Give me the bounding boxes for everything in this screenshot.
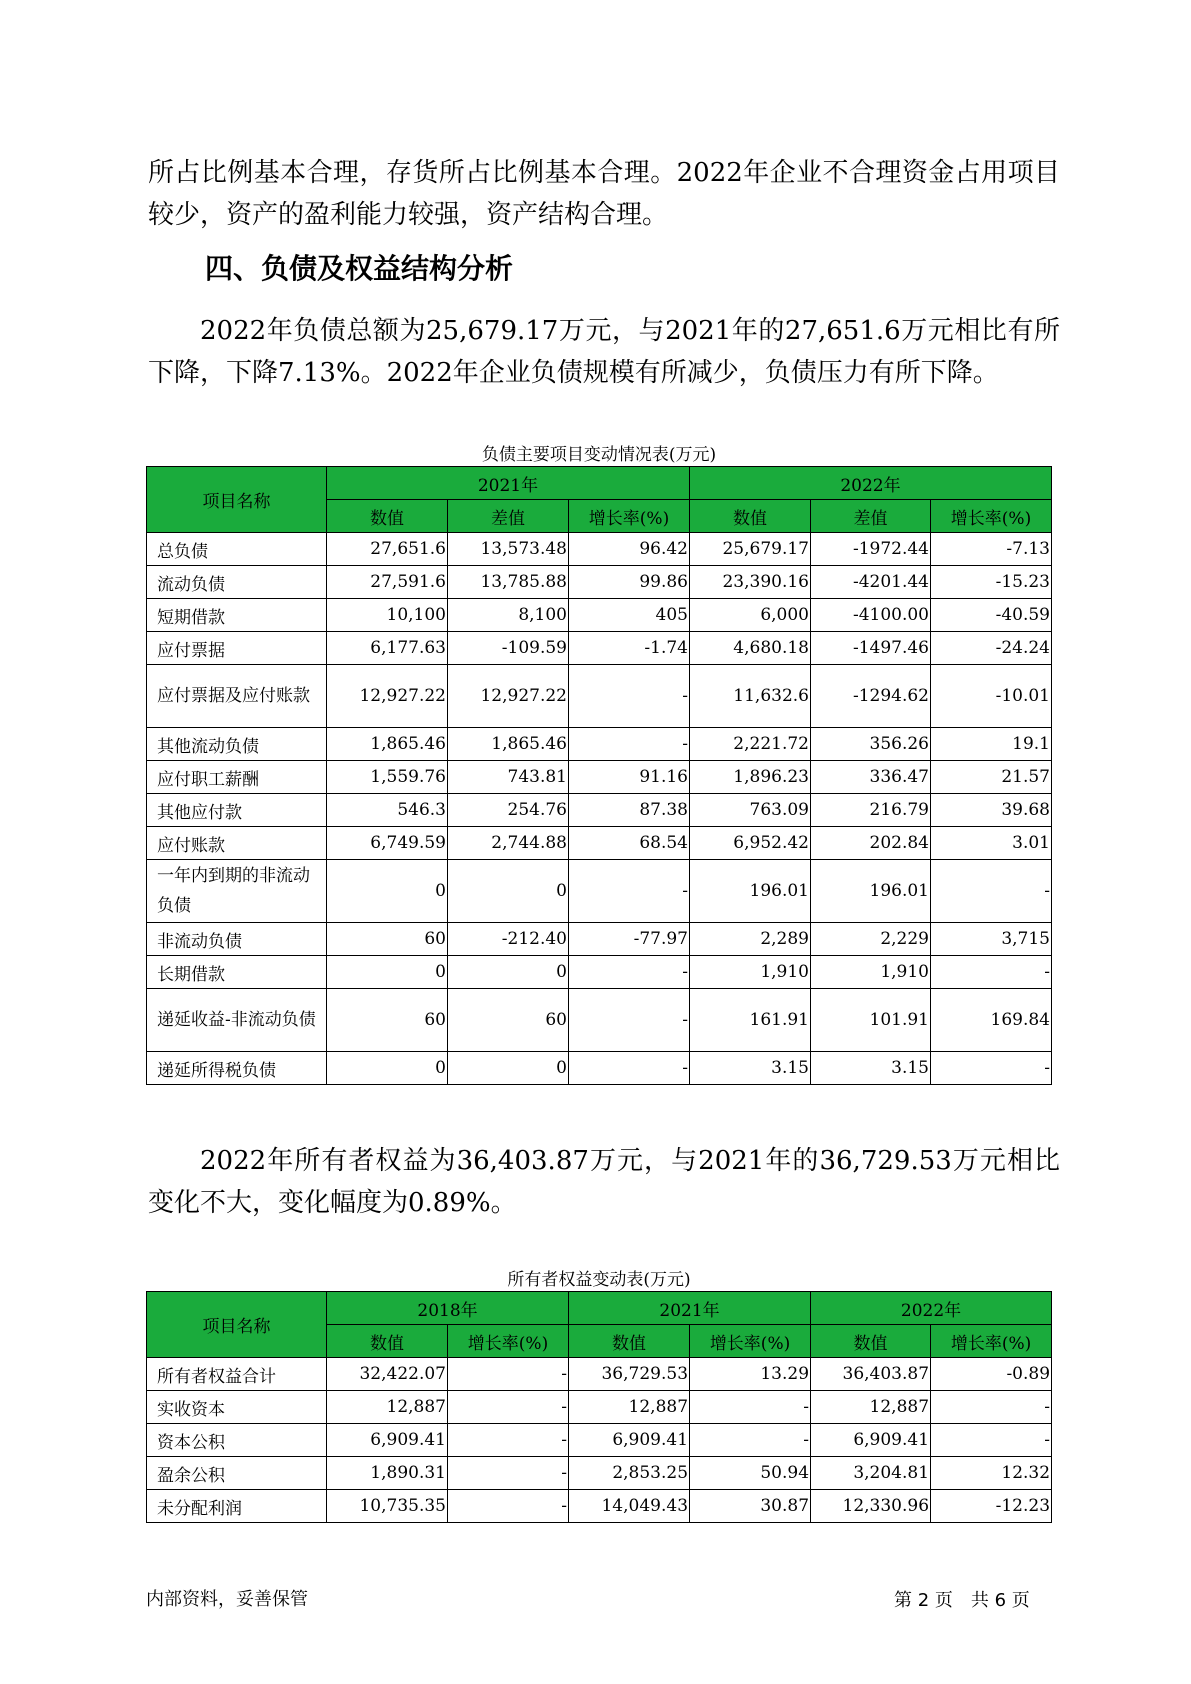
row-label: 资本公积: [147, 1424, 327, 1457]
table-row: [147, 860, 1052, 923]
table-row: [147, 1391, 1052, 1424]
table-row: [147, 1490, 1052, 1523]
table-cell: 2,744.88: [448, 827, 569, 860]
table-cell: 3.15: [690, 1052, 811, 1085]
column-header: 增长率(%): [569, 500, 690, 533]
column-header: 增长率(%): [931, 500, 1052, 533]
column-header: 差值: [811, 500, 931, 533]
table-cell: 32,422.07: [327, 1358, 448, 1391]
table-cell: 13.29: [690, 1358, 811, 1391]
table-cell: -1972.44: [811, 533, 931, 566]
table-cell: 0: [327, 1052, 448, 1085]
table-cell: -: [569, 989, 690, 1052]
table-cell: 6,000: [690, 599, 811, 632]
table-row: [147, 533, 1052, 566]
item-name-header: 项目名称: [147, 467, 327, 533]
row-label: 流动负债: [147, 566, 327, 599]
table-cell: 2,289: [690, 923, 811, 956]
table-cell: -: [931, 1052, 1052, 1085]
row-label: 一年内到期的非流动负债: [147, 860, 327, 923]
table-cell: 6,952.42: [690, 827, 811, 860]
table-cell: 2,221.72: [690, 728, 811, 761]
table-cell: 21.57: [931, 761, 1052, 794]
table-cell: 196.01: [811, 860, 931, 923]
row-label: 应付票据及应付账款: [147, 665, 327, 728]
table-cell: 12,927.22: [327, 665, 448, 728]
table-cell: 12.32: [931, 1457, 1052, 1490]
table-cell: 4,680.18: [690, 632, 811, 665]
liability-paragraph: 2022年负债总额为25,679.17万元，与2021年的27,651.6万元相比有所下降，下降7.13%。2022年企业负债规模有所减少，负债压力有所下降。: [148, 316, 1060, 388]
table-cell: 36,403.87: [811, 1358, 931, 1391]
table-cell: 0: [327, 956, 448, 989]
footer-confidential-note: 内部资料，妥善保管: [146, 1589, 308, 1610]
table-row: [147, 1424, 1052, 1457]
table-cell: 161.91: [690, 989, 811, 1052]
table-cell: 39.68: [931, 794, 1052, 827]
table-cell: 546.3: [327, 794, 448, 827]
table-cell: 25,679.17: [690, 533, 811, 566]
table-cell: 202.84: [811, 827, 931, 860]
table-cell: -212.40: [448, 923, 569, 956]
table-cell: 6,909.41: [811, 1424, 931, 1457]
table-cell: 8,100: [448, 599, 569, 632]
liability-table: [146, 466, 1052, 1085]
row-label: 递延收益-非流动负债: [147, 989, 327, 1052]
liability-table-body: [147, 533, 1052, 1085]
table-row: [147, 989, 1052, 1052]
table-cell: 6,177.63: [327, 632, 448, 665]
table-cell: -24.24: [931, 632, 1052, 665]
table-cell: -: [448, 1457, 569, 1490]
table-cell: 3.01: [931, 827, 1052, 860]
column-header: 数值: [327, 500, 448, 533]
table-cell: 96.42: [569, 533, 690, 566]
table-cell: 12,927.22: [448, 665, 569, 728]
row-label: 非流动负债: [147, 923, 327, 956]
row-label: 长期借款: [147, 956, 327, 989]
table-cell: 27,591.6: [327, 566, 448, 599]
row-label: 其他应付款: [147, 794, 327, 827]
table-row: [147, 956, 1052, 989]
column-header: 差值: [448, 500, 569, 533]
year-header: 2022年: [811, 1292, 1052, 1325]
intro-paragraph: 所占比例基本合理，存货所占比例基本合理。2022年企业不合理资金占用项目较少，资产的盈利能力较强，资产结构合理。: [148, 158, 1060, 230]
table-cell: 2,229: [811, 923, 931, 956]
row-label: 递延所得税负债: [147, 1052, 327, 1085]
table-row: [147, 566, 1052, 599]
table-cell: 0: [327, 860, 448, 923]
table-cell: 12,887: [569, 1391, 690, 1424]
table-cell: 743.81: [448, 761, 569, 794]
table-cell: 2,853.25: [569, 1457, 690, 1490]
table-cell: 11,632.6: [690, 665, 811, 728]
table-row: [147, 761, 1052, 794]
table-row: [147, 1052, 1052, 1085]
table-cell: 60: [448, 989, 569, 1052]
table-cell: 216.79: [811, 794, 931, 827]
table-cell: 99.86: [569, 566, 690, 599]
table-cell: 6,749.59: [327, 827, 448, 860]
item-name-header: 项目名称: [147, 1292, 327, 1358]
table-row: [147, 1457, 1052, 1490]
column-header: 数值: [569, 1325, 690, 1358]
table-cell: 1,865.46: [327, 728, 448, 761]
table-row: [147, 665, 1052, 728]
table-cell: -1497.46: [811, 632, 931, 665]
row-label: 短期借款: [147, 599, 327, 632]
table-cell: 101.91: [811, 989, 931, 1052]
table-cell: -4100.00: [811, 599, 931, 632]
year-header: 2021年: [569, 1292, 811, 1325]
table-cell: 12,330.96: [811, 1490, 931, 1523]
row-label: 实收资本: [147, 1391, 327, 1424]
table-cell: 196.01: [690, 860, 811, 923]
table-cell: -15.23: [931, 566, 1052, 599]
table-cell: 356.26: [811, 728, 931, 761]
table-cell: 405: [569, 599, 690, 632]
table-cell: 36,729.53: [569, 1358, 690, 1391]
table-cell: 0: [448, 860, 569, 923]
table-cell: 1,910: [811, 956, 931, 989]
table-cell: -: [931, 956, 1052, 989]
table-cell: 0: [448, 1052, 569, 1085]
row-label: 盈余公积: [147, 1457, 327, 1490]
table-cell: 10,100: [327, 599, 448, 632]
table-row: [147, 632, 1052, 665]
table-cell: 1,896.23: [690, 761, 811, 794]
table-cell: -40.59: [931, 599, 1052, 632]
column-header: 增长率(%): [690, 1325, 811, 1358]
table-cell: 60: [327, 989, 448, 1052]
table-cell: 68.54: [569, 827, 690, 860]
table-cell: 13,573.48: [448, 533, 569, 566]
table-cell: -: [569, 728, 690, 761]
table-cell: -: [448, 1424, 569, 1457]
table-cell: 19.1: [931, 728, 1052, 761]
table-cell: -12.23: [931, 1490, 1052, 1523]
table-cell: -0.89: [931, 1358, 1052, 1391]
table-cell: -1.74: [569, 632, 690, 665]
table-cell: 1,890.31: [327, 1457, 448, 1490]
table-cell: -: [569, 860, 690, 923]
table-cell: 13,785.88: [448, 566, 569, 599]
table-cell: 60: [327, 923, 448, 956]
footer-page-number: 第 2 页 共 6 页: [894, 1590, 1030, 1611]
table-cell: 254.76: [448, 794, 569, 827]
table-cell: 14,049.43: [569, 1490, 690, 1523]
section-heading: 四、负债及权益结构分析: [205, 252, 514, 285]
table-cell: 1,865.46: [448, 728, 569, 761]
table-cell: 1,559.76: [327, 761, 448, 794]
row-label: 其他流动负债: [147, 728, 327, 761]
table-cell: 3,204.81: [811, 1457, 931, 1490]
table-cell: 3,715: [931, 923, 1052, 956]
row-label: 应付账款: [147, 827, 327, 860]
table-cell: 169.84: [931, 989, 1052, 1052]
column-header: 增长率(%): [931, 1325, 1052, 1358]
table-cell: 6,909.41: [327, 1424, 448, 1457]
column-header: 增长率(%): [448, 1325, 569, 1358]
table-cell: 336.47: [811, 761, 931, 794]
table-row: [147, 827, 1052, 860]
table-row: [147, 1358, 1052, 1391]
table-cell: -: [690, 1391, 811, 1424]
row-label: 所有者权益合计: [147, 1358, 327, 1391]
table-cell: -: [569, 665, 690, 728]
year-header: 2022年: [690, 467, 1052, 500]
equity-paragraph: 2022年所有者权益为36,403.87万元，与2021年的36,729.53万元相比变化不大，变化幅度为0.89%。: [148, 1146, 1060, 1218]
table-cell: 3.15: [811, 1052, 931, 1085]
table-row: [147, 794, 1052, 827]
table-cell: -7.13: [931, 533, 1052, 566]
row-label: 应付票据: [147, 632, 327, 665]
table-cell: 10,735.35: [327, 1490, 448, 1523]
table-cell: -109.59: [448, 632, 569, 665]
year-header: 2018年: [327, 1292, 569, 1325]
table-cell: -4201.44: [811, 566, 931, 599]
table-cell: -: [931, 1424, 1052, 1457]
table-cell: 6,909.41: [569, 1424, 690, 1457]
table-cell: 27,651.6: [327, 533, 448, 566]
table-cell: -: [931, 1391, 1052, 1424]
row-label: 未分配利润: [147, 1490, 327, 1523]
table-row: [147, 728, 1052, 761]
table-cell: 50.94: [690, 1457, 811, 1490]
year-header: 2021年: [327, 467, 690, 500]
table-cell: 91.16: [569, 761, 690, 794]
row-label: 应付职工薪酬: [147, 761, 327, 794]
table-cell: -: [448, 1490, 569, 1523]
table-cell: 0: [448, 956, 569, 989]
table-row: [147, 923, 1052, 956]
table-cell: 12,887: [811, 1391, 931, 1424]
table-cell: 23,390.16: [690, 566, 811, 599]
liability-table-caption: 负债主要项目变动情况表(万元): [481, 445, 717, 465]
table-cell: -: [448, 1358, 569, 1391]
table-cell: 1,910: [690, 956, 811, 989]
column-header: 数值: [811, 1325, 931, 1358]
row-label: 总负债: [147, 533, 327, 566]
equity-table-caption: 所有者权益变动表(万元): [507, 1270, 691, 1290]
equity-table-body: [147, 1358, 1052, 1523]
column-header: 数值: [690, 500, 811, 533]
table-cell: 12,887: [327, 1391, 448, 1424]
table-cell: 763.09: [690, 794, 811, 827]
table-cell: -: [931, 860, 1052, 923]
table-cell: -77.97: [569, 923, 690, 956]
table-cell: -10.01: [931, 665, 1052, 728]
table-cell: -: [569, 1052, 690, 1085]
table-cell: -: [569, 956, 690, 989]
table-cell: -: [448, 1391, 569, 1424]
table-cell: 30.87: [690, 1490, 811, 1523]
table-cell: -: [690, 1424, 811, 1457]
table-cell: -1294.62: [811, 665, 931, 728]
equity-table: [146, 1291, 1052, 1523]
table-row: [147, 599, 1052, 632]
column-header: 数值: [327, 1325, 448, 1358]
table-cell: 87.38: [569, 794, 690, 827]
